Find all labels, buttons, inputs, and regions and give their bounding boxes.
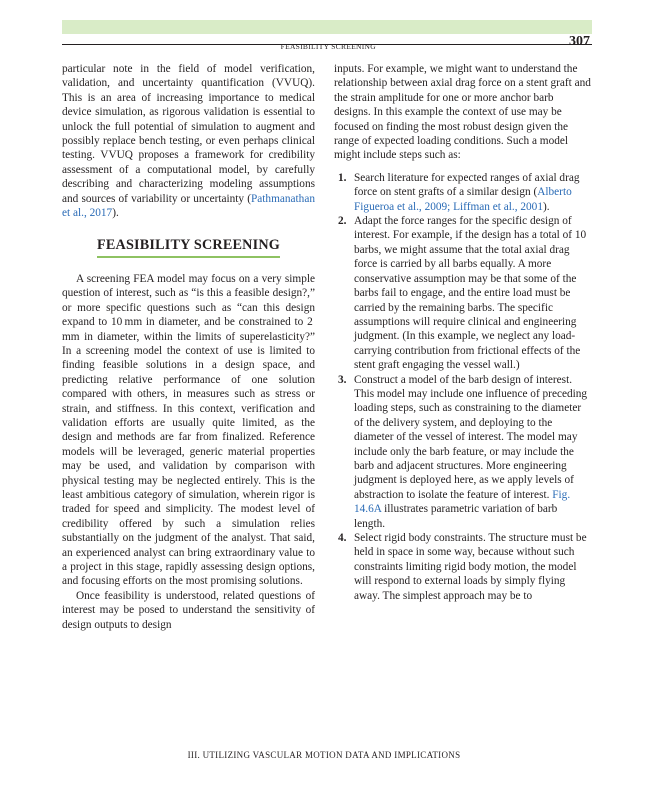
paragraph-screening: A screening FEA model may focus on a very simple question of interest, such as “is this a feasible design?,” or more specific questions such as “can this design expand to 10 mm in diameter, and be constrained to 2 mm in diameter, within the limits of superelasticity?” In a screening model the context of use is limited to finding feasible solutions in a design space, and predicting relative performance of one solution compared with others, in measures such as stress or strain, and stiffness. In this context, verification and validation efforts are usually quite limited, as the design and methods are far from finalized. Reference models will be leveraged, generic material properties may be used, and validation by comparison with physical testing may be neglected entirely. This is the least ambitious category of simulation, wherein rigor is traded for speed and simplicity. The modest level of credibility offered by such a simulation relies substantially on the judgment of the analyst. That said, an experienced analyst can bring extraordinary value to a project in this stage, rapidly assessing design options, and focusing efforts on the most promising solutions. (62, 272, 315, 588)
step-item (334, 531, 591, 603)
citation-pathmanathan[interactable]: Pathmanathan et al., 2017 (62, 192, 315, 220)
paragraph-feasibility: Once feasibility is understood, related questions of interest may be posed to understand the sensitivity of design outputs to design (62, 589, 315, 631)
steps-list (334, 171, 591, 603)
paragraph-inputs: inputs. For example, we might want to understand the relationship between axial drag force on a stent graft and the strain amplitude for one or more anchor barb designs. In this example the context of use may be focused on finding the most robust design given the range of expected loading conditions. Such a model might include steps such as: (334, 63, 591, 162)
step-text: Search literature for expected ranges of axial drag force on stent grafts of a similar design ( (354, 171, 580, 199)
left-column (62, 62, 315, 632)
section-heading (62, 238, 315, 257)
step-text: Adapt the force ranges for the specific design of interest. For example, if the design has a total of 10 barbs, we might assume that the total axial drag force is carried by all barbs equally. A more conservative assumption may be that some of the barbs fail to engage, and the entire load must be carried by the remaining barbs. The specific assumptions will require clinical and engineering judgment. (In this example, we neglect any load-carrying contribution from frictional effects of the stent graft engaging the vessel wall.) (354, 215, 587, 372)
page-number: 307 (569, 34, 590, 49)
paragraph-vvuq-end: ). (112, 207, 119, 220)
step-number: 2. (338, 215, 347, 228)
header-band (62, 20, 592, 34)
citation-figueroa-liffman[interactable]: Alberto Figueroa et al., 2009; Liffman et al., 2001 (354, 186, 572, 213)
running-head: FEASIBILITY SCREENING (280, 42, 376, 51)
footer-part-title: III. UTILIZING VASCULAR MOTION DATA AND IMPLICATIONS (187, 750, 461, 760)
step-item (334, 373, 591, 531)
step-number: 3. (338, 373, 347, 386)
paragraph-vvuq-text: particular note in the field of model verification, validation, and uncertainty quantification (VVUQ). This is an area of increasing importance to medical device simulation, as rigorous validation is essential to unlock the full potential of simulation to augment and possibly replace bench testing, or even perhaps clinical testing. VVUQ proposes a framework for credibility assessment of a computational model, by carefully describing and characterizing modeling assumptions and sources of variability or uncertainty ( (62, 63, 315, 205)
right-column (334, 62, 591, 603)
step-item (334, 214, 591, 372)
step-text-end: ). (542, 200, 550, 213)
step-text: Select rigid body constraints. The structure must be held in space in some way, because without such constraints limiting rigid body motion, the model will respond to external loads by simply flying away. The simplest approach may be to (354, 532, 587, 602)
step-number: 1. (338, 171, 347, 184)
paragraph-vvuq (62, 62, 315, 220)
step-number: 4. (338, 532, 347, 544)
step-item (334, 171, 591, 214)
step-text-end: illustrates parametric variation of barb length. (354, 503, 558, 530)
step-text: Construct a model of the barb design of interest. This model may include one influence of preceding loading steps, such as constraining to the diameter of the delivery system, and deploying to the diameter of the vessel of interest. The model may include only the barb feature, or may include the barb and adjacent structures. More engineering judgment is deployed here, as we apply levels of abstraction to isolate the feature of interest. (354, 373, 588, 501)
section-heading-text: FEASIBILITY SCREENING (97, 238, 280, 257)
figure-reference-14-6a[interactable]: Fig. 14.6A (354, 488, 571, 516)
